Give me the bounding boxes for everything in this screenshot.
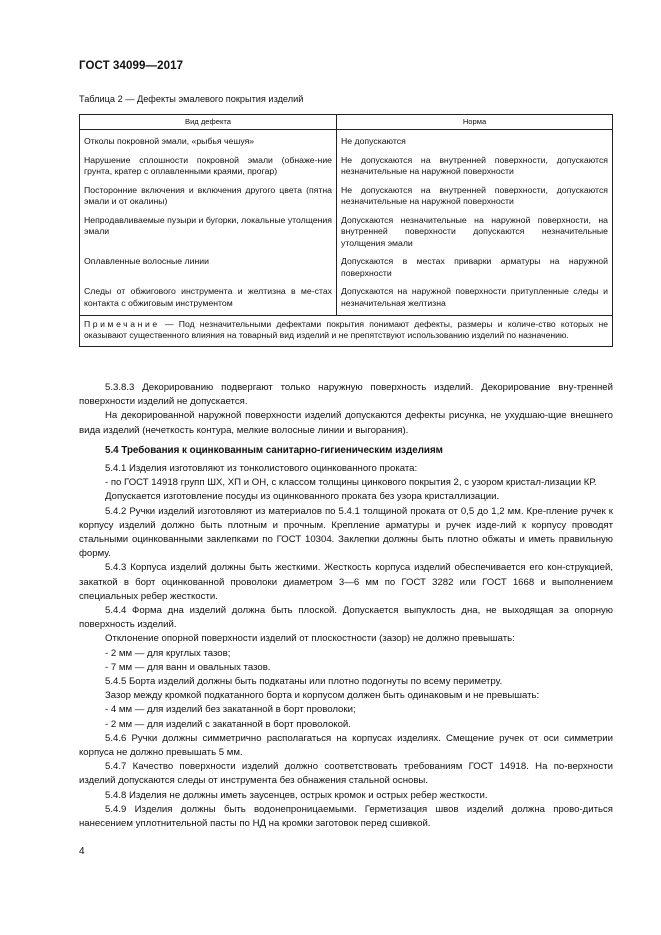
paragraph: 5.4.6 Ручки должны симметрично располагаться на корпусах изделиях. Смещение ручек от оси симметрии корпуса не должно превышать 5 мм.	[79, 732, 613, 759]
defect-cell: Непродавливаемые пузыри и бугорки, локальные утолщения эмали	[80, 212, 337, 254]
paragraph: 5.4.2 Ручки изделий изготовляют из материалов по 5.4.1 толщиной проката от 0,5 до 1,2 мм. Кре-пление ручек к корпусу изделий должно быть плотным и прочным. Крепление арматуры и ручек изде-лий к корпусу проводят стальными оцинкованными заклепками по ГОСТ 10304. Заклепки должны быть плотно обжаты и иметь правильную форму.	[79, 505, 613, 560]
list-item: - 7 мм — для ванн и овальных тазов.	[105, 661, 271, 673]
defect-cell: Нарушение сплошности покровной эмали (обнаже-ние грунта, кратер с оплавленными краями, прогар)	[80, 152, 337, 182]
list-item: - 4 мм — для изделий без закатанной в борт проволоки;	[105, 704, 356, 716]
paragraph: 5.4.8 Изделия не должны иметь заусенцев, острых кромок и острых ребер жесткости.	[105, 789, 488, 801]
norm-cell: Допускаются на наружной поверхности притупленные следы и незначительная желтизна	[337, 283, 613, 316]
paragraph: 5.4.5 Борта изделий должны быть подкатаны или плотно подогнуты по всему периметру.	[105, 676, 503, 688]
paragraph: 5.4.4 Форма дна изделий должна быть плоской. Допускается выпуклость дна, не выходящая за опорную поверхность изделий.	[79, 605, 613, 631]
table-note-row	[80, 316, 613, 347]
norm-cell: Не допускаются на внутренней поверхности, допускаются незначительные на наружной поверхности	[337, 182, 613, 212]
list-item: - по ГОСТ 14918 групп ШХ, ХП и ОН, с классом толщины цинкового покрытия 2, с узором кристал-лизации КР.	[105, 477, 597, 489]
table-row	[80, 212, 613, 254]
paragraph: 5.4.1 Изделия изготовляют из тонколистового оцинкованного проката:	[105, 463, 418, 475]
table-header-row	[80, 115, 613, 130]
section-heading: 5.4 Требования к оцинкованным санитарно-гигиеническим изделиям	[105, 444, 443, 456]
paragraph: 5.4.3 Корпуса изделий должны быть жесткими. Жесткость корпуса изделий обеспечивается его кон-струкцией, закаткой в борт оцинкованной проволоки диаметром 3—6 мм по ГОСТ 3282 или ГОСТ 1668 и выполнением специальных ребер жесткости.	[79, 562, 613, 602]
table-caption: Таблица 2 — Дефекты эмалевого покрытия изделий	[79, 94, 304, 104]
paragraph: Зазор между кромкой подкатанного борта и корпусом должен быть одинаковым и не превышать:	[105, 690, 540, 702]
norm-cell: Не допускаются на внутренней поверхности, допускаются незначительные на наружной поверхности	[337, 152, 613, 182]
table-row	[80, 130, 613, 152]
document-header: ГОСТ 34099—2017	[79, 60, 184, 72]
paragraph: 5.4.9 Изделия должны быть водонепроницаемыми. Герметизация швов изделий должна прово-диться нанесением уплотнительной пасты по НД на кромки заготовок перед сшивкой.	[79, 803, 613, 830]
paragraph: Отклонение опорной поверхности изделий от плоскостности (зазор) не должно превышать:	[105, 633, 515, 645]
defects-table	[79, 114, 613, 347]
note-label: Примечание	[84, 319, 160, 329]
defect-cell: Отколы покровной эмали, «рыбья чешуя»	[80, 130, 337, 152]
table-row	[80, 283, 613, 316]
table-row	[80, 152, 613, 182]
column-header-norm: Норма	[337, 115, 613, 130]
table-row	[80, 182, 613, 212]
paragraph: 5.3.8.3 Декорированию подвергают только наружную поверхность изделий. Декорирование вну-тренней поверхности изделий не допускается.	[79, 382, 613, 408]
paragraph: 5.4.7 Качество поверхности изделий должно соответствовать требованиям ГОСТ 14918. На по-верхности изделий допускаются следы от инструмента без обнажения стальной основы.	[79, 761, 613, 787]
paragraph: На декорированной наружной поверхности изделий допускаются дефекты рисунка, не ухудшаю-щие внешнего вида изделий (нечеткость контура, мелкие волосные линии и выгорания).	[79, 410, 613, 436]
defect-cell: Следы от обжигового инструмента и желтизна в ме-стах контакта с обжиговым инструментом	[80, 283, 337, 316]
table-row	[80, 253, 613, 283]
defect-cell: Посторонние включения и включения другого цвета (пятна эмали и от окалины)	[80, 182, 337, 212]
paragraph: Допускается изготовление посуды из оцинкованного проката без узора кристаллизации.	[105, 491, 500, 503]
page-number: 4	[79, 846, 85, 857]
note-text: — Под незначительными дефектами покрытия понимают дефекты, размеры и количе-ство которых не оказывают существенного влияния на товарный вид изделий и не препятствуют использованию изделий по назначению.	[84, 319, 608, 341]
body-text	[79, 381, 613, 831]
column-header-defect: Вид дефекта	[80, 115, 337, 130]
list-item: - 2 мм — для круглых тазов;	[105, 647, 231, 659]
defect-cell: Оплавленные волосные линии	[80, 253, 337, 283]
norm-cell: Допускаются незначительные на наружной поверхности, на внутренней поверхности допускаются незначительные утолщения эмали	[337, 212, 613, 254]
norm-cell: Не допускаются	[337, 130, 613, 152]
table-note	[80, 316, 613, 347]
list-item: - 2 мм — для изделий с закатанной в борт проволокой.	[105, 718, 351, 730]
norm-cell: Допускаются в местах приварки арматуры на наружной поверхности	[337, 253, 613, 283]
